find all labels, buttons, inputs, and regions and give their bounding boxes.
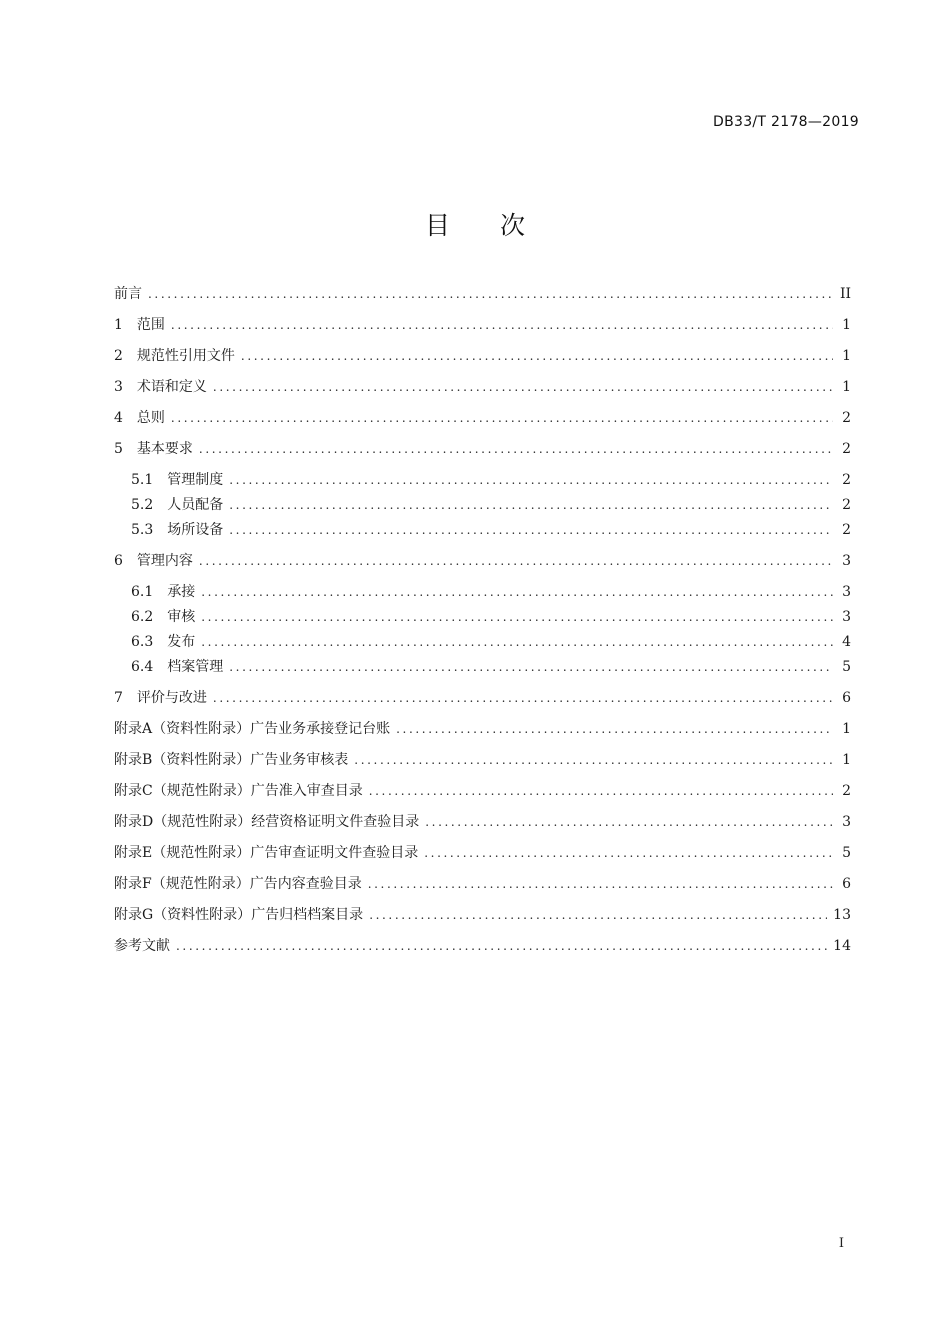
toc-entry-4[interactable] bbox=[114, 408, 851, 428]
toc-entry-number: 6.1 bbox=[131, 584, 154, 600]
toc-entry-label: 发布 bbox=[167, 634, 196, 650]
toc-entry-label: 场所设备 bbox=[167, 522, 224, 538]
toc-leader-dots bbox=[424, 843, 833, 863]
toc-entry-page: 6 bbox=[842, 876, 851, 892]
toc-entry-5[interactable] bbox=[114, 439, 851, 459]
toc-entry-1[interactable] bbox=[114, 315, 851, 335]
toc-entry-appendix-c[interactable] bbox=[114, 781, 851, 801]
toc-entry-2[interactable] bbox=[114, 346, 851, 366]
toc-leader-dots bbox=[396, 719, 833, 739]
toc-appendix-id: 附录A（资料性附录） bbox=[114, 721, 251, 737]
toc-leader-dots bbox=[241, 346, 833, 366]
toc-entry-appendix-d[interactable] bbox=[114, 812, 851, 832]
toc-entry-label: 评价与改进 bbox=[136, 690, 207, 706]
toc-leader-dots bbox=[368, 874, 833, 894]
toc-appendix-id: 附录D（规范性附录） bbox=[114, 814, 252, 830]
toc-entry-page: 3 bbox=[842, 584, 851, 600]
toc-leader-dots bbox=[229, 657, 833, 677]
toc-leader-dots bbox=[171, 315, 833, 335]
toc-leader-dots bbox=[229, 470, 833, 490]
toc-entry-label: 参考文献 bbox=[114, 938, 170, 954]
toc-entry-number: 4 bbox=[114, 410, 123, 426]
document-code: DB33/T 2178—2019 bbox=[713, 114, 859, 130]
toc-leader-dots bbox=[201, 607, 833, 627]
toc-entry-label: 广告内容查验目录 bbox=[249, 876, 362, 892]
toc-entry-preface[interactable] bbox=[114, 284, 851, 304]
toc-leader-dots bbox=[201, 582, 833, 602]
toc-entry-label: 管理内容 bbox=[136, 553, 193, 569]
toc-entry-page: 4 bbox=[842, 634, 851, 650]
table-of-contents bbox=[114, 284, 851, 967]
toc-entry-number: 6.2 bbox=[131, 609, 154, 625]
page-number: I bbox=[838, 1236, 844, 1251]
toc-entry-5-1[interactable] bbox=[114, 470, 851, 490]
toc-entry-number: 3 bbox=[114, 379, 123, 395]
toc-entry-appendix-f[interactable] bbox=[114, 874, 851, 894]
toc-leader-dots bbox=[213, 688, 833, 708]
toc-entry-appendix-e[interactable] bbox=[114, 843, 851, 863]
toc-entry-page: 1 bbox=[842, 379, 851, 395]
toc-appendix-id: 附录F（规范性附录） bbox=[114, 876, 250, 892]
toc-entry-5-2[interactable] bbox=[114, 495, 851, 515]
toc-entry-label: 规范性引用文件 bbox=[136, 348, 235, 364]
page-title: 目次 bbox=[424, 211, 575, 240]
toc-entry-label: 范围 bbox=[136, 317, 165, 333]
toc-entry-6-3[interactable] bbox=[114, 632, 851, 652]
toc-entry-number: 1 bbox=[114, 317, 123, 333]
toc-entry-5-3[interactable] bbox=[114, 520, 851, 540]
toc-leader-dots bbox=[425, 812, 833, 832]
toc-entry-page: II bbox=[839, 286, 851, 302]
toc-leader-dots bbox=[199, 551, 833, 571]
toc-entry-page: 2 bbox=[842, 472, 851, 488]
toc-entry-6-1[interactable] bbox=[114, 582, 851, 602]
toc-entry-page: 1 bbox=[842, 721, 851, 737]
toc-entry-label: 广告业务审核表 bbox=[250, 752, 349, 768]
toc-leader-dots bbox=[229, 520, 833, 540]
toc-leader-dots bbox=[176, 936, 827, 956]
toc-entry-label: 术语和定义 bbox=[136, 379, 207, 395]
toc-entry-7[interactable] bbox=[114, 688, 851, 708]
toc-appendix-id: 附录C（规范性附录） bbox=[114, 783, 251, 799]
toc-appendix-id: 附录B（资料性附录） bbox=[114, 752, 251, 768]
toc-leader-dots bbox=[201, 632, 833, 652]
toc-entry-number: 6 bbox=[114, 553, 123, 569]
toc-entry-page: 3 bbox=[842, 553, 851, 569]
toc-leader-dots bbox=[199, 439, 833, 459]
toc-entry-6[interactable] bbox=[114, 551, 851, 571]
toc-entry-page: 2 bbox=[842, 497, 851, 513]
toc-entry-6-4[interactable] bbox=[114, 657, 851, 677]
toc-entry-page: 14 bbox=[833, 938, 851, 954]
toc-entry-label: 审核 bbox=[167, 609, 196, 625]
toc-leader-dots bbox=[354, 750, 833, 770]
toc-entry-page: 1 bbox=[842, 348, 851, 364]
toc-entry-appendix-b[interactable] bbox=[114, 750, 851, 770]
toc-entry-label: 承接 bbox=[167, 584, 196, 600]
toc-entry-appendix-a[interactable] bbox=[114, 719, 851, 739]
toc-entry-number: 5.1 bbox=[131, 472, 154, 488]
toc-entry-6-2[interactable] bbox=[114, 607, 851, 627]
toc-appendix-id: 附录G（资料性附录） bbox=[114, 907, 252, 923]
toc-entry-number: 5.3 bbox=[131, 522, 154, 538]
toc-entry-page: 6 bbox=[842, 690, 851, 706]
toc-entry-page: 1 bbox=[842, 317, 851, 333]
toc-entry-page: 3 bbox=[842, 814, 851, 830]
toc-entry-label: 基本要求 bbox=[136, 441, 193, 457]
toc-entry-page: 3 bbox=[842, 609, 851, 625]
toc-leader-dots bbox=[369, 781, 833, 801]
toc-leader-dots bbox=[369, 905, 827, 925]
toc-entry-label: 总则 bbox=[136, 410, 165, 426]
toc-entry-number: 6.3 bbox=[131, 634, 154, 650]
toc-entry-label: 广告审查证明文件查验目录 bbox=[250, 845, 419, 861]
toc-entry-3[interactable] bbox=[114, 377, 851, 397]
toc-entry-appendix-g[interactable] bbox=[114, 905, 851, 925]
toc-entry-label: 档案管理 bbox=[167, 659, 224, 675]
toc-entry-number: 2 bbox=[114, 348, 123, 364]
toc-entry-number: 5.2 bbox=[131, 497, 154, 513]
toc-entry-label: 广告归档档案目录 bbox=[251, 907, 364, 923]
toc-entry-number: 5 bbox=[114, 441, 123, 457]
toc-entry-references[interactable] bbox=[114, 936, 851, 956]
toc-appendix-id: 附录E（规范性附录） bbox=[114, 845, 251, 861]
toc-leader-dots bbox=[229, 495, 833, 515]
toc-entry-page: 1 bbox=[842, 752, 851, 768]
toc-entry-number: 6.4 bbox=[131, 659, 154, 675]
toc-entry-page: 5 bbox=[842, 659, 851, 675]
toc-entry-number: 7 bbox=[114, 690, 123, 706]
toc-entry-label: 前言 bbox=[114, 286, 142, 302]
toc-entry-label: 人员配备 bbox=[167, 497, 224, 513]
toc-entry-page: 13 bbox=[833, 907, 851, 923]
toc-entry-page: 2 bbox=[842, 441, 851, 457]
toc-entry-label: 广告准入审查目录 bbox=[250, 783, 363, 799]
toc-entry-page: 2 bbox=[842, 522, 851, 538]
toc-leader-dots bbox=[213, 377, 833, 397]
toc-entry-page: 2 bbox=[842, 783, 851, 799]
toc-entry-label: 经营资格证明文件查验目录 bbox=[251, 814, 420, 830]
toc-entry-page: 2 bbox=[842, 410, 851, 426]
toc-entry-label: 广告业务承接登记台账 bbox=[250, 721, 391, 737]
toc-leader-dots bbox=[148, 284, 833, 304]
toc-leader-dots bbox=[171, 408, 833, 428]
toc-entry-page: 5 bbox=[842, 845, 851, 861]
toc-entry-label: 管理制度 bbox=[167, 472, 224, 488]
